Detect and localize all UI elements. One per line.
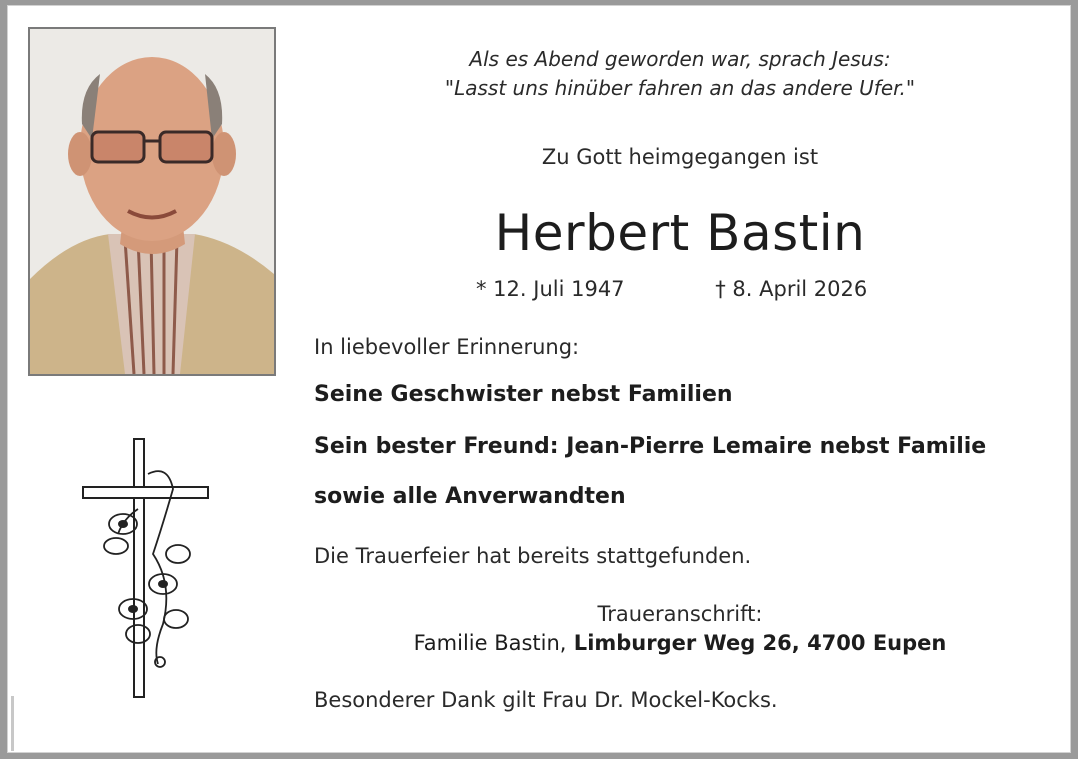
friend-family: nebst Familie bbox=[819, 434, 987, 459]
life-dates bbox=[476, 277, 867, 301]
side-mark bbox=[9, 696, 17, 751]
obituary-card bbox=[7, 5, 1071, 753]
death-date: † 8. April 2026 bbox=[715, 277, 868, 301]
funeral-note: Die Trauerfeier hat bereits stattgefunden. bbox=[314, 544, 752, 568]
address-title: Traueranschrift: bbox=[597, 602, 763, 626]
mourners-siblings: Seine Geschwister nebst bbox=[314, 382, 628, 407]
mourners-line-2 bbox=[314, 434, 986, 459]
deceased-name: Herbert Bastin bbox=[494, 204, 866, 262]
address-line bbox=[308, 631, 1052, 655]
mourners-families: Familien bbox=[627, 382, 733, 407]
intro-text: Zu Gott heimgegangen ist bbox=[541, 145, 819, 169]
bible-verse bbox=[308, 45, 1052, 103]
memory-label: In liebevoller Erinnerung: bbox=[314, 335, 580, 359]
portrait-photo bbox=[28, 27, 276, 376]
birth-date: * 12. Juli 1947 bbox=[476, 277, 625, 301]
address-family: Familie Bastin, bbox=[413, 631, 567, 655]
verse-line-1: Als es Abend geworden war, sprach Jesus: bbox=[469, 47, 891, 71]
cross-with-roses-icon bbox=[78, 434, 213, 704]
address-street: Limburger Weg 26, 4700 Eupen bbox=[566, 631, 947, 655]
verse-line-2: "Lasst uns hinüber fahren an das andere Ufer." bbox=[444, 76, 916, 100]
friend-label: Sein bester Freund: bbox=[314, 434, 567, 459]
friend-name: Jean-Pierre Lemaire bbox=[566, 434, 820, 459]
mourners-line-1 bbox=[314, 382, 733, 407]
thanks-note: Besonderer Dank gilt Frau Dr. Mockel-Kocks. bbox=[314, 688, 778, 712]
mourners-line-3: sowie alle Anverwandten bbox=[314, 484, 626, 509]
